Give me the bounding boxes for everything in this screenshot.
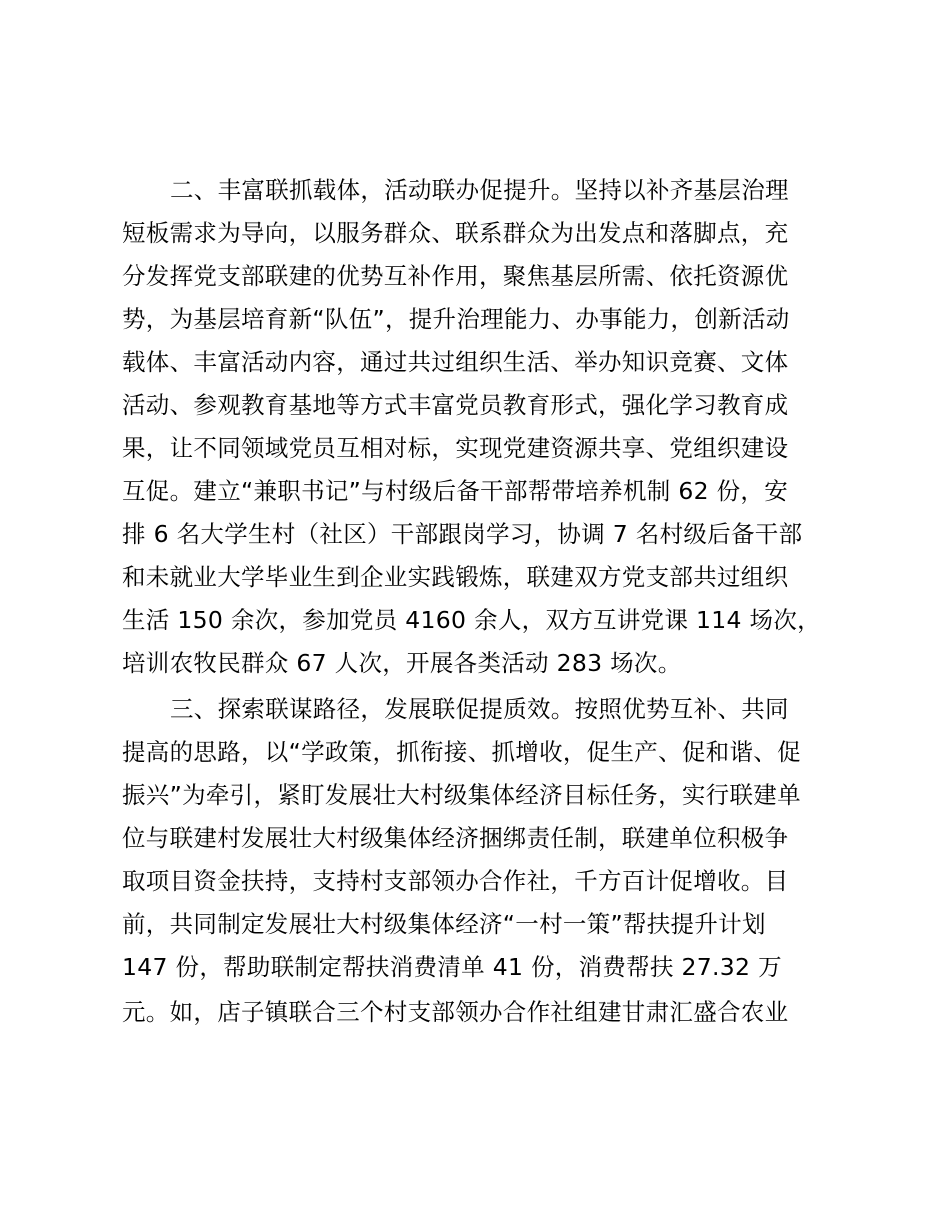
text-line: 势，为基层培育新“队伍”，提升治理能力、办事能力，创新活动 [122, 305, 790, 333]
text-line: 147 份，帮助联制定帮扶消费清单 41 份，消费帮扶 27.32 万 [122, 953, 782, 981]
text-line: 短板需求为导向，以服务群众、联系群众为出发点和落脚点，充 [122, 219, 789, 247]
text-line: 排 6 名大学生村（社区）干部跟岗学习，协调 7 名村级后备干部 [122, 520, 803, 548]
text-line: 载体、丰富活动内容，通过共过组织生活、举办知识竞赛、文体 [122, 348, 789, 376]
text-line: 三、探索联谋路径，发展联促提质效。按照优势互补、共同 [170, 695, 789, 723]
text-line: 培训农牧民群众 67 人次，开展各类活动 283 场次。 [122, 649, 682, 677]
text-line: 分发挥党支部联建的优势互补作用，聚焦基层所需、依托资源优 [122, 262, 789, 290]
text-line: 互促。建立“兼职书记”与村级后备干部帮带培养机制 62 份，安 [122, 477, 788, 505]
text-line: 提高的思路，以“学政策，抓衔接、抓增收，促生产、促和谐、促 [122, 738, 801, 766]
text-line: 位与联建村发展壮大村级集体经济捆绑责任制，联建单位积极争 [122, 824, 789, 852]
text-line: 二、丰富联抓载体，活动联办促提升。坚持以补齐基层治理 [170, 176, 789, 204]
text-line: 和未就业大学毕业生到企业实践锻炼，联建双方党支部共过组织 [122, 563, 789, 591]
text-line: 前，共同制定发展壮大村级集体经济“一村一策”帮扶提升计划 [122, 910, 766, 938]
text-line: 生活 150 余次，参加党员 4160 余人，双方互讲党课 114 场次， [122, 606, 821, 634]
text-line: 取项目资金扶持，支持村支部领办合作社，千方百计促增收。目 [122, 867, 789, 895]
text-line: 元。如，店子镇联合三个村支部领办合作社组建甘肃汇盛合农业 [122, 998, 789, 1026]
text-line: 果，让不同领域党员互相对标，实现党建资源共享、党组织建设 [122, 434, 789, 462]
text-line: 活动、参观教育基地等方式丰富党员教育形式，强化学习教育成 [122, 391, 789, 419]
text-line: 振兴”为牵引，紧盯发展壮大村级集体经济目标任务，实行联建单 [122, 781, 801, 809]
